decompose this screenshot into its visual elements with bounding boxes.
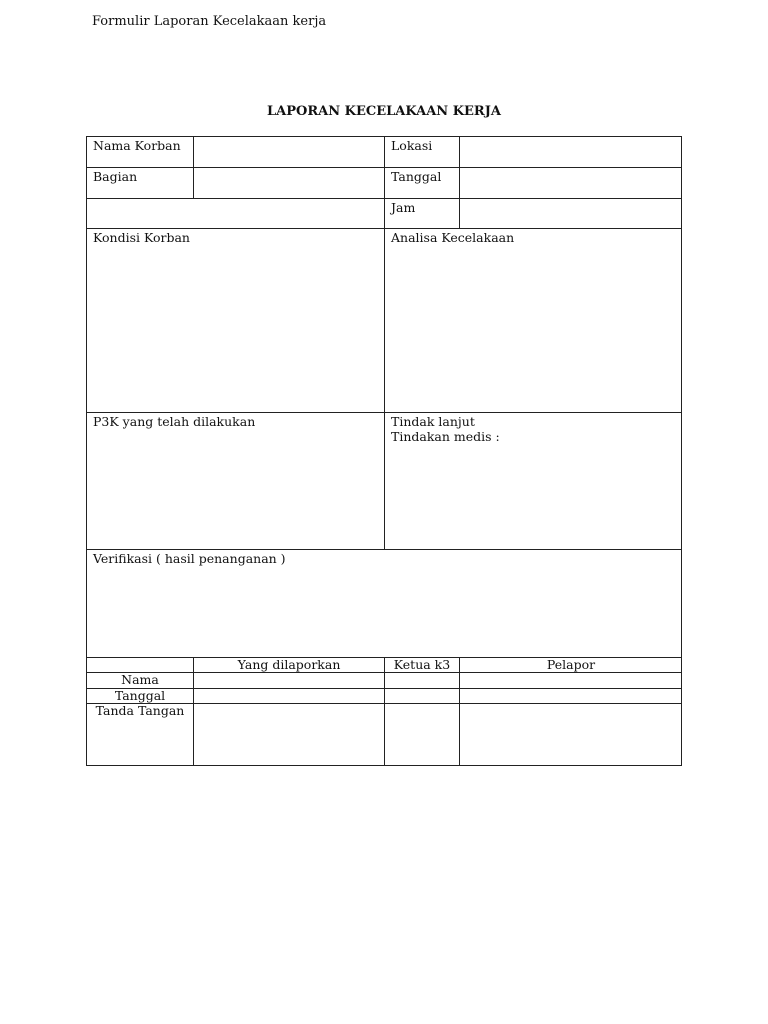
field-analisa-kecelakaan[interactable] bbox=[385, 229, 682, 413]
field-bagian[interactable] bbox=[194, 168, 385, 199]
sig-nama-pelapor[interactable] bbox=[460, 673, 682, 689]
sig-header-yang-dilaporkan: Yang dilaporkan bbox=[194, 658, 385, 673]
sig-ttd-yang-dilaporkan[interactable] bbox=[194, 704, 385, 765]
label-analisa-kecelakaan: Analisa Kecelakaan bbox=[391, 230, 515, 245]
label-jam: Jam bbox=[385, 199, 460, 229]
field-nama-korban[interactable] bbox=[194, 137, 385, 168]
sig-tanggal-pelapor[interactable] bbox=[460, 689, 682, 704]
field-verifikasi[interactable] bbox=[87, 550, 682, 658]
field-tindak-lanjut[interactable] bbox=[385, 413, 682, 550]
document-header: Formulir Laporan Kecelakaan kerja bbox=[92, 14, 327, 29]
sig-header-pelapor: Pelapor bbox=[460, 658, 682, 673]
label-lokasi: Lokasi bbox=[385, 137, 460, 168]
sig-row-tanda-tangan: Tanda Tangan bbox=[87, 704, 194, 765]
sig-header-blank bbox=[87, 658, 194, 673]
sig-tanggal-yang-dilaporkan[interactable] bbox=[194, 689, 385, 704]
sig-row-nama: Nama bbox=[87, 673, 194, 689]
label-bagian: Bagian bbox=[87, 168, 194, 199]
blank-cell bbox=[87, 199, 385, 229]
sig-ttd-ketua-k3[interactable] bbox=[385, 704, 460, 765]
field-p3k[interactable] bbox=[87, 413, 385, 550]
field-kondisi-korban[interactable] bbox=[87, 229, 385, 413]
sig-header-ketua-k3: Ketua k3 bbox=[385, 658, 460, 673]
label-p3k: P3K yang telah dilakukan bbox=[93, 414, 256, 429]
field-tanggal[interactable] bbox=[460, 168, 682, 199]
label-verifikasi: Verifikasi ( hasil penanganan ) bbox=[93, 551, 286, 566]
document-title: LAPORAN KECELAKAAN KERJA bbox=[267, 104, 501, 119]
label-nama-korban: Nama Korban bbox=[87, 137, 194, 168]
sig-nama-yang-dilaporkan[interactable] bbox=[194, 673, 385, 689]
sig-ttd-pelapor[interactable] bbox=[460, 704, 682, 765]
field-jam[interactable] bbox=[460, 199, 682, 229]
label-tanggal: Tanggal bbox=[385, 168, 460, 199]
label-tindakan-medis: Tindakan medis : bbox=[391, 429, 500, 444]
label-tindak-lanjut: Tindak lanjut bbox=[391, 414, 475, 429]
sig-tanggal-ketua-k3[interactable] bbox=[385, 689, 460, 704]
sig-row-tanggal: Tanggal bbox=[87, 689, 194, 704]
label-kondisi-korban: Kondisi Korban bbox=[93, 230, 190, 245]
accident-report-form bbox=[86, 136, 682, 766]
sig-nama-ketua-k3[interactable] bbox=[385, 673, 460, 689]
field-lokasi[interactable] bbox=[460, 137, 682, 168]
